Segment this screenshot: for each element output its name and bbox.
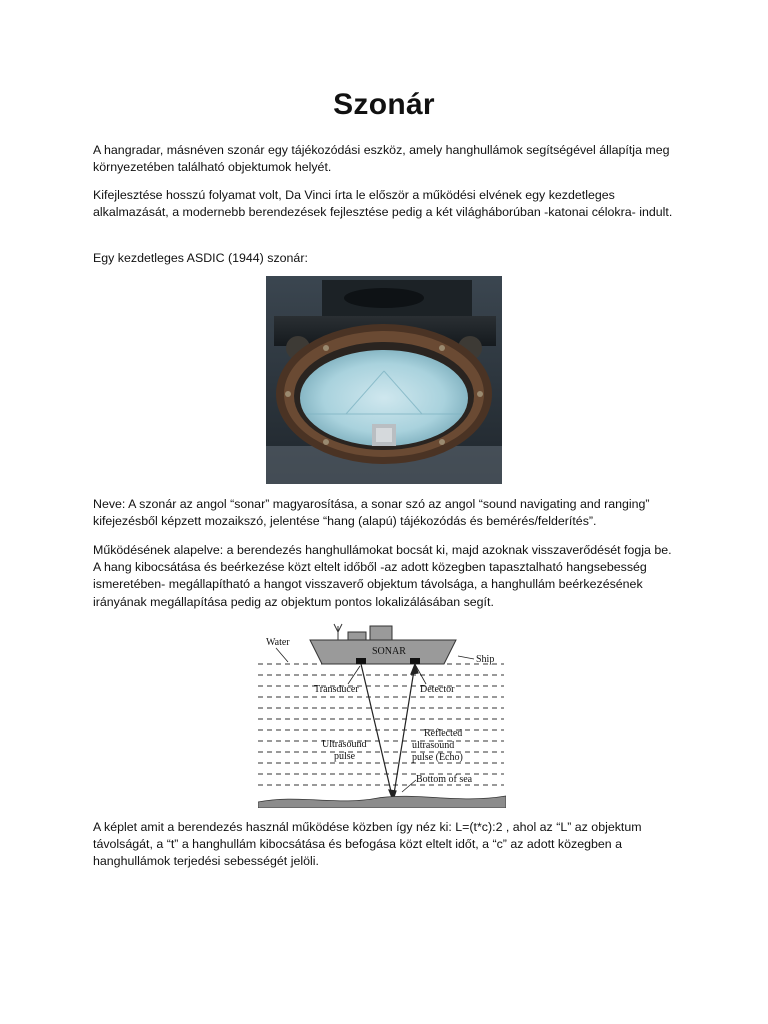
page-title: Szonár: [333, 88, 435, 121]
sonar-label: SONAR: [372, 646, 406, 657]
paragraph-asdic-caption: Egy kezdetleges ASDIC (1944) szonár:: [93, 251, 308, 265]
ultrasound-label-2: pulse: [334, 751, 356, 762]
paragraph-formula: A képlet amit a berendezés használ működése közben így néz ki: L=(t*c):2 , ahol az “L” az objektum távolságát, a “t” a hanghullám kibocsátása és befogása közt eltelt időt, a “c” az adott közegben a hanghullámok terjedési sebességét jelöli.: [93, 820, 642, 869]
paragraph-name: Neve: A szonár az angol “sonar” magyarosítása, a sonar szó az angol “sound navigating and ranging” kifejezésből képzett mozaikszó, jelentése “hang (alapú) tájékozódás és bemérés/felderítés”.: [93, 497, 650, 529]
water-label: Water: [266, 637, 290, 648]
ship-label: Ship: [476, 654, 495, 665]
paragraph-principle: Működésének alapelve: a berendezés hanghullámokat bocsát ki, majd azoknak visszaverődését fogja be. A hang kibocsátása és beérkezése közt eltelt időből -az adott közegben tapasztalható hangsebesség ismeretében- megállapítható a hangot visszaverő objektum távolsága, a hanghullám beérkezésének irányának megállapítása pedig az objektum pontos lokalizálásában segít.: [93, 543, 672, 609]
reflected-label-1: Reflected: [424, 728, 463, 739]
ship-shape: [310, 624, 456, 664]
bottom-of-sea-label: Bottom of sea: [416, 774, 473, 785]
paragraph-intro: A hangradar, másnéven szonár egy tájékozódási eszköz, amely hanghullámok segítségével állapítja meg környezetében található objektumok helyét.: [93, 143, 670, 175]
paragraph-history: Kifejlesztése hosszú folyamat volt, Da Vinci írta le először a működési elvének egy kezdetleges alkalmazását, a modernebb berendezések fejlesztése pedig a két világháborúban -katonai célokra- indult.: [93, 188, 673, 220]
detector-label: Detector: [420, 684, 455, 695]
ultrasound-label-1: Ultrasound: [322, 739, 367, 750]
reflected-label-3: pulse (Echo): [412, 752, 463, 763]
reflected-label-2: ultrasound: [412, 740, 455, 751]
sonar-diagram: [258, 622, 506, 808]
transducer-label: Transducer: [314, 684, 359, 695]
asdic-sonar-photo: [266, 276, 502, 484]
